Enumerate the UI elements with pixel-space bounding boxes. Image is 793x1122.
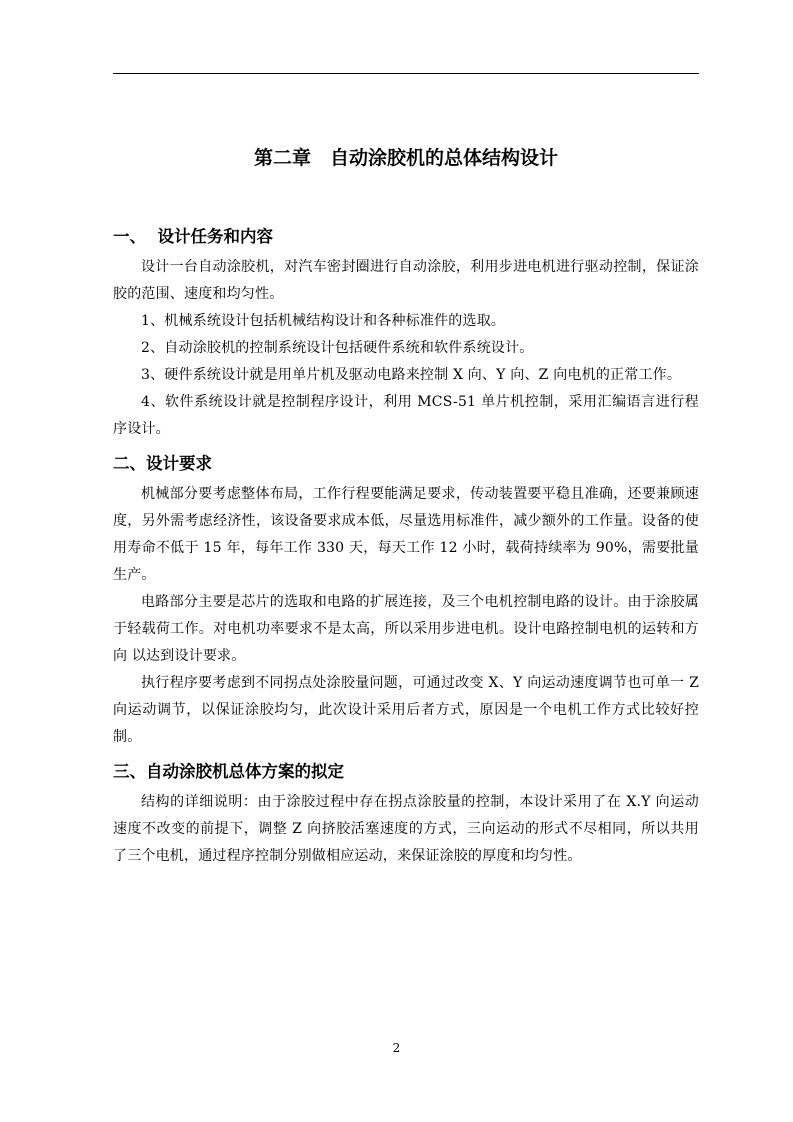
- paragraph: 3、硬件系统设计就是用单片机及驱动电路来控制 X 向、Y 向、Z 向电机的正常工作。: [141, 367, 682, 383]
- paragraph: 电路部分主要是芯片的选取和电路的扩展连接，及三个电机控制电路的设计。由于涂胶属于轻载荷工作。对电机功率要求不是太高，所以采用步进电机。设计电路控制电机的运转和方向 以达到设计要求。: [113, 594, 699, 664]
- paragraph: 2、自动涂胶机的控制系统设计包括硬件系统和软件系统设计。: [141, 340, 534, 356]
- page-content: [113, 140, 699, 870]
- chapter-title: 第二章 自动涂胶机的总体结构设计: [253, 147, 558, 169]
- paragraph: 4、软件系统设计就是控制程序设计，利用 MCS-51 单片机控制，采用汇编语言进行程序设计。: [113, 394, 699, 437]
- section-scheme: [113, 757, 699, 870]
- section-heading-scheme: 三、自动涂胶机总体方案的拟定: [113, 762, 344, 781]
- page-number: 2: [392, 1041, 401, 1055]
- paragraph: 结构的详细说明：由于涂胶过程中存在拐点涂胶量的控制，本设计采用了在 X.Y 向运动速度不改变的前提下，调整 Z 向挤胶活塞速度的方式，三向运动的形式不尽相同，所以共用了三个电机，通过程序控制分别做相应运动，来保证涂胶的厚度和均匀性。: [113, 794, 699, 864]
- paragraph: 设计一台自动涂胶机，对汽车密封圈进行自动涂胶，利用步进电机进行驱动控制，保证涂胶的范围、速度和均匀性。: [113, 259, 699, 302]
- section-requirements: [113, 449, 699, 751]
- paragraph: 机械部分要考虑整体布局，工作行程要能满足要求，传动装置要平稳且准确，还要兼顾速度，另外需考虑经济性，该设备要求成本低，尽量选用标准件，减少额外的工作量。设备的使用寿命不低于 15 年，每年工作 330 天，每天工作 12 小时，载荷持续率为 90%，需要批量生产。: [113, 486, 699, 583]
- header-rule: [113, 73, 699, 74]
- section-heading-task: 一、 设计任务和内容: [113, 227, 273, 246]
- section-task: [113, 222, 699, 443]
- paragraph: 1、机械系统设计包括机械结构设计和各种标准件的选取。: [141, 313, 506, 329]
- section-heading-requirements: 二、设计要求: [113, 454, 212, 473]
- paragraph: 执行程序要考虑到不同拐点处涂胶量问题，可通过改变 X、Y 向运动速度调节也可单一 Z 向运动调节，以保证涂胶均匀，此次设计采用后者方式，原因是一个电机工作方式比较好控制。: [113, 675, 699, 745]
